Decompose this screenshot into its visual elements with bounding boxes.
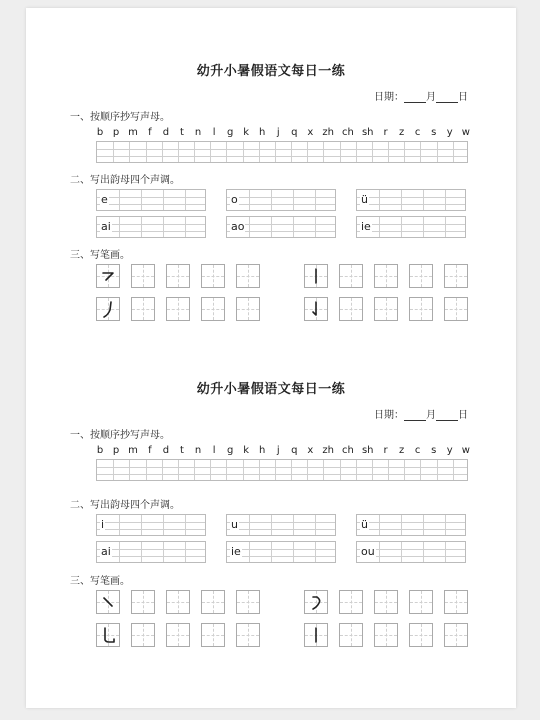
tianzige-cell[interactable] — [201, 264, 225, 288]
initial: p — [112, 127, 120, 138]
worksheet-title: 幼升小暑假语文每日一练 — [196, 64, 346, 79]
initial: m — [128, 445, 138, 456]
month-label: 月 — [426, 410, 436, 421]
vowel-box[interactable] — [356, 541, 466, 563]
initial: b — [96, 445, 104, 456]
initial: y — [446, 445, 453, 456]
month-label: 月 — [426, 92, 436, 103]
tianzige-cell[interactable] — [444, 264, 468, 288]
initial: w — [461, 127, 470, 138]
vowel-box[interactable] — [356, 514, 466, 536]
initial: ch — [342, 127, 354, 138]
vowel-box[interactable] — [226, 514, 336, 536]
tianzige-cell[interactable] — [304, 297, 328, 321]
day-label: 日 — [458, 92, 468, 103]
tianzige-cell[interactable] — [166, 297, 190, 321]
initial: w — [461, 445, 470, 456]
initial: j — [276, 127, 280, 138]
initial: t — [180, 127, 184, 138]
initial: s — [431, 127, 437, 138]
initial: p — [112, 445, 120, 456]
tianzige-cell[interactable] — [444, 623, 468, 647]
initials-writing-grid[interactable] — [96, 459, 468, 481]
initials-row — [96, 445, 470, 456]
initial: l — [212, 445, 216, 456]
tianzige-cell[interactable] — [409, 297, 433, 321]
vowel-box[interactable] — [226, 541, 336, 563]
tianzige-cell[interactable] — [409, 623, 433, 647]
initials-writing-grid[interactable] — [96, 141, 468, 163]
tianzige-cell[interactable] — [374, 590, 398, 614]
tianzige-cell[interactable] — [201, 297, 225, 321]
initial: f — [148, 445, 152, 456]
worksheet-title: 幼升小暑假语文每日一练 — [196, 382, 346, 397]
worksheet-2 — [26, 326, 516, 656]
initial: k — [243, 445, 250, 456]
tianzige-cell[interactable] — [166, 264, 190, 288]
vowel-label: ou — [361, 545, 375, 558]
initial: y — [446, 127, 453, 138]
tianzige-cell[interactable] — [201, 590, 225, 614]
day-blank[interactable] — [436, 93, 458, 103]
tianzige-cell[interactable] — [304, 264, 328, 288]
tianzige-cell[interactable] — [131, 297, 155, 321]
initial: x — [307, 127, 314, 138]
initial: n — [194, 445, 202, 456]
tianzige-cell[interactable] — [236, 590, 260, 614]
tianzige-cell[interactable] — [96, 297, 120, 321]
initial: l — [212, 127, 216, 138]
vowel-label: o — [231, 193, 238, 206]
shu-stroke-icon — [305, 265, 327, 287]
initial: h — [259, 445, 266, 456]
tianzige-cell[interactable] — [201, 623, 225, 647]
tianzige-cell[interactable] — [96, 264, 120, 288]
tianzige-cell[interactable] — [96, 590, 120, 614]
vowel-label: ie — [231, 545, 241, 558]
tianzige-cell[interactable] — [236, 264, 260, 288]
pie-stroke-icon — [97, 298, 119, 320]
vowel-label: ai — [101, 545, 111, 558]
initial: x — [307, 445, 314, 456]
tianzige-cell[interactable] — [339, 297, 363, 321]
tianzige-cell[interactable] — [339, 264, 363, 288]
tianzige-cell[interactable] — [374, 297, 398, 321]
initial: j — [276, 445, 280, 456]
tianzige-cell[interactable] — [374, 623, 398, 647]
initial: sh — [361, 127, 374, 138]
tianzige-cell[interactable] — [236, 297, 260, 321]
tianzige-cell[interactable] — [166, 590, 190, 614]
initial: s — [431, 445, 437, 456]
vowel-box[interactable] — [356, 216, 466, 238]
hengpie-stroke-icon — [97, 265, 119, 287]
tianzige-cell[interactable] — [96, 623, 120, 647]
tianzige-cell[interactable] — [131, 623, 155, 647]
vowel-label: u — [231, 518, 238, 531]
tianzige-cell[interactable] — [444, 297, 468, 321]
initial: c — [414, 445, 421, 456]
section-1-heading: 一、按顺序抄写声母。 — [70, 112, 170, 123]
initial: zh — [322, 127, 334, 138]
initial: z — [398, 445, 405, 456]
tianzige-cell[interactable] — [339, 623, 363, 647]
initial: n — [194, 127, 202, 138]
tianzige-cell[interactable] — [166, 623, 190, 647]
dian-stroke-icon — [97, 591, 119, 613]
initial: zh — [322, 445, 334, 456]
section-2-heading: 二、写出韵母四个声调。 — [70, 500, 180, 511]
vowel-box[interactable] — [356, 189, 466, 211]
tianzige-cell[interactable] — [409, 264, 433, 288]
month-blank[interactable] — [404, 93, 426, 103]
vowel-box[interactable] — [96, 541, 206, 563]
initial: z — [398, 127, 405, 138]
date-line — [374, 88, 468, 103]
vowel-box[interactable] — [226, 189, 336, 211]
vowel-label: ao — [231, 220, 245, 233]
initial: q — [291, 445, 298, 456]
initials-row — [96, 127, 470, 138]
initial: g — [226, 445, 234, 456]
initial: k — [243, 127, 250, 138]
hengzhewangou-stroke-icon — [305, 591, 327, 613]
worksheet-page — [26, 8, 516, 708]
date-label: 日期： — [374, 92, 404, 103]
vowel-box[interactable] — [96, 189, 206, 211]
tianzige-cell[interactable] — [236, 623, 260, 647]
vowel-box[interactable] — [226, 216, 336, 238]
vowel-box[interactable] — [96, 216, 206, 238]
initial: f — [148, 127, 152, 138]
section-3-heading: 三、写笔画。 — [70, 250, 130, 261]
shugou-stroke-icon — [305, 298, 327, 320]
tianzige-cell[interactable] — [374, 264, 398, 288]
initial: r — [383, 445, 388, 456]
tianzige-cell[interactable] — [131, 264, 155, 288]
vowel-label: ü — [361, 518, 368, 531]
initial: b — [96, 127, 104, 138]
tianzige-cell[interactable] — [304, 590, 328, 614]
initial: t — [180, 445, 184, 456]
section-3-heading: 三、写笔画。 — [70, 576, 130, 587]
tianzige-cell[interactable] — [304, 623, 328, 647]
tianzige-cell[interactable] — [131, 590, 155, 614]
date-line — [374, 406, 468, 421]
initial: g — [226, 127, 234, 138]
date-label: 日期： — [374, 410, 404, 421]
initial: ch — [342, 445, 354, 456]
worksheet-1 — [26, 8, 516, 338]
initial: sh — [361, 445, 374, 456]
initial: q — [291, 127, 298, 138]
initial: d — [162, 127, 170, 138]
tianzige-cell[interactable] — [409, 590, 433, 614]
vowel-label: ü — [361, 193, 368, 206]
vowel-label: i — [101, 518, 105, 531]
vowel-label: ie — [361, 220, 371, 233]
section-1-heading: 一、按顺序抄写声母。 — [70, 430, 170, 441]
initial: h — [259, 127, 266, 138]
tianzige-cell[interactable] — [444, 590, 468, 614]
vowel-label: ai — [101, 220, 111, 233]
tianzige-cell[interactable] — [339, 590, 363, 614]
month-blank[interactable] — [404, 411, 426, 421]
shu-stroke-icon — [305, 624, 327, 646]
day-blank[interactable] — [436, 411, 458, 421]
vowel-label: e — [101, 193, 108, 206]
initial: c — [414, 127, 421, 138]
initial: r — [383, 127, 388, 138]
day-label: 日 — [458, 410, 468, 421]
vowel-box[interactable] — [96, 514, 206, 536]
initial: d — [162, 445, 170, 456]
section-2-heading: 二、写出韵母四个声调。 — [70, 175, 180, 186]
initial: m — [128, 127, 138, 138]
shuwangou-stroke-icon — [97, 624, 119, 646]
